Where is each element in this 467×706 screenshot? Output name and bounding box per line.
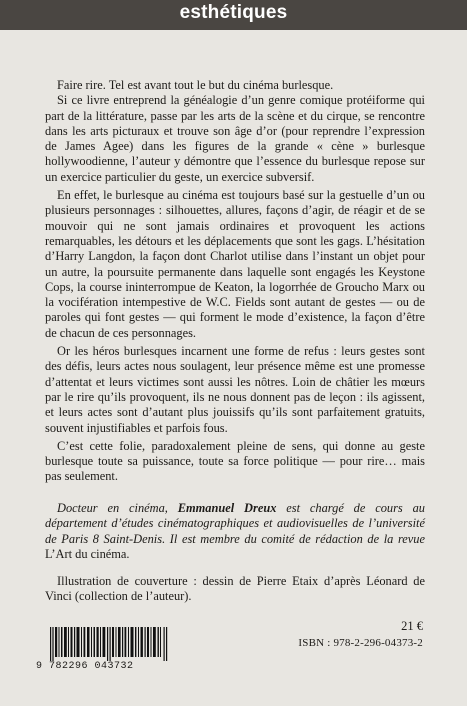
barcode-bars — [50, 627, 168, 661]
series-title: esthétiques — [179, 2, 288, 23]
barcode — [36, 627, 176, 671]
paragraph-5: C’est cette folie, paradoxalement pleine de sens, qui donne au geste burlesque toute sa puissance, toute sa force politique — pour rire… mais pas seulement. — [45, 438, 425, 484]
bio-revue: L’Art du cinéma. — [45, 546, 130, 561]
series-header-band — [0, 0, 467, 30]
author-name: Emmanuel Dreux — [177, 501, 277, 515]
bio-intro: Docteur en cinéma, — [57, 501, 178, 515]
author-bio — [45, 501, 425, 562]
paragraph-4: Or les héros burlesques incarnent une forme de refus : leurs gestes sont des défis, leurs actes nous soulagent, leur présence même est une promesse d’attentat et leurs victimes sont aussi les nôtres. Loin de châtier les mœurs par le rire qu’ils provoquent, ils ne nous donnent pas de leçon : ils agissent, et leurs actes sont d’autant plus jouissifs qu’ils sont parfaitement gratuits, souvent injustifiables et parfois fous. — [45, 344, 425, 435]
illustration-credit-text: Illustration de couverture : dessin de Pierre Etaix d’après Léonard de Vinci (collection de l’auteur). — [45, 574, 425, 604]
paragraph-1: Faire rire. Tel est avant tout le but du cinéma burlesque. — [57, 78, 334, 92]
paragraph-3: En effet, le burlesque au cinéma est toujours basé sur la gestuelle d’un ou plusieurs personnages : silhouettes, allures, façons d’agir, de réagir et de se mouvoir qui ne sont jamais ordinaires et provoquent les actions remarquables, les détours et les déplacements que sont les gags. L’hésitation d’Harry Langdon, la façon dont Charlot utilise dans l’instant un objet pour un autre, la poursuite permanente dans laquelle sont engagés les Keystone Cops, la course ininterrompue de Keaton, la logorrhée de Groucho Marx ou la vocifération intempestive de W.C. Fields sont autant de gestes — ou de paroles qui font gestes — qui forment le mode d’existence, la façon d’être de chacun de ces personnages. — [45, 188, 425, 340]
price: 21 € — [401, 619, 423, 633]
bio-body: est chargé de cours au département d’études cinématographiques et audiovisuelles de l’université de Paris 8 Saint-Denis. Il est membre du comité de rédaction de la revue — [45, 501, 425, 546]
back-cover-text — [45, 78, 425, 485]
isbn: ISBN : 978-2-296-04373-2 — [298, 637, 423, 649]
illustration-credit — [45, 574, 425, 605]
paragraph-2: Si ce livre entreprend la généalogie d’un genre comique protéiforme qui part de la littérature, passe par les arts de la scène et du cirque, se rencontre dans les arts picturaux et trouve son âge d’or (pour reprendre l’expression de James Agee) dans les figures de la grande « cène » burlesque hollywoodienne, l’auteur y démontre que l’essence du burlesque repose sur un exercice particulier du geste, un exercice subversif. — [45, 93, 425, 184]
barcode-digits: 9 782296 043732 — [36, 661, 134, 672]
